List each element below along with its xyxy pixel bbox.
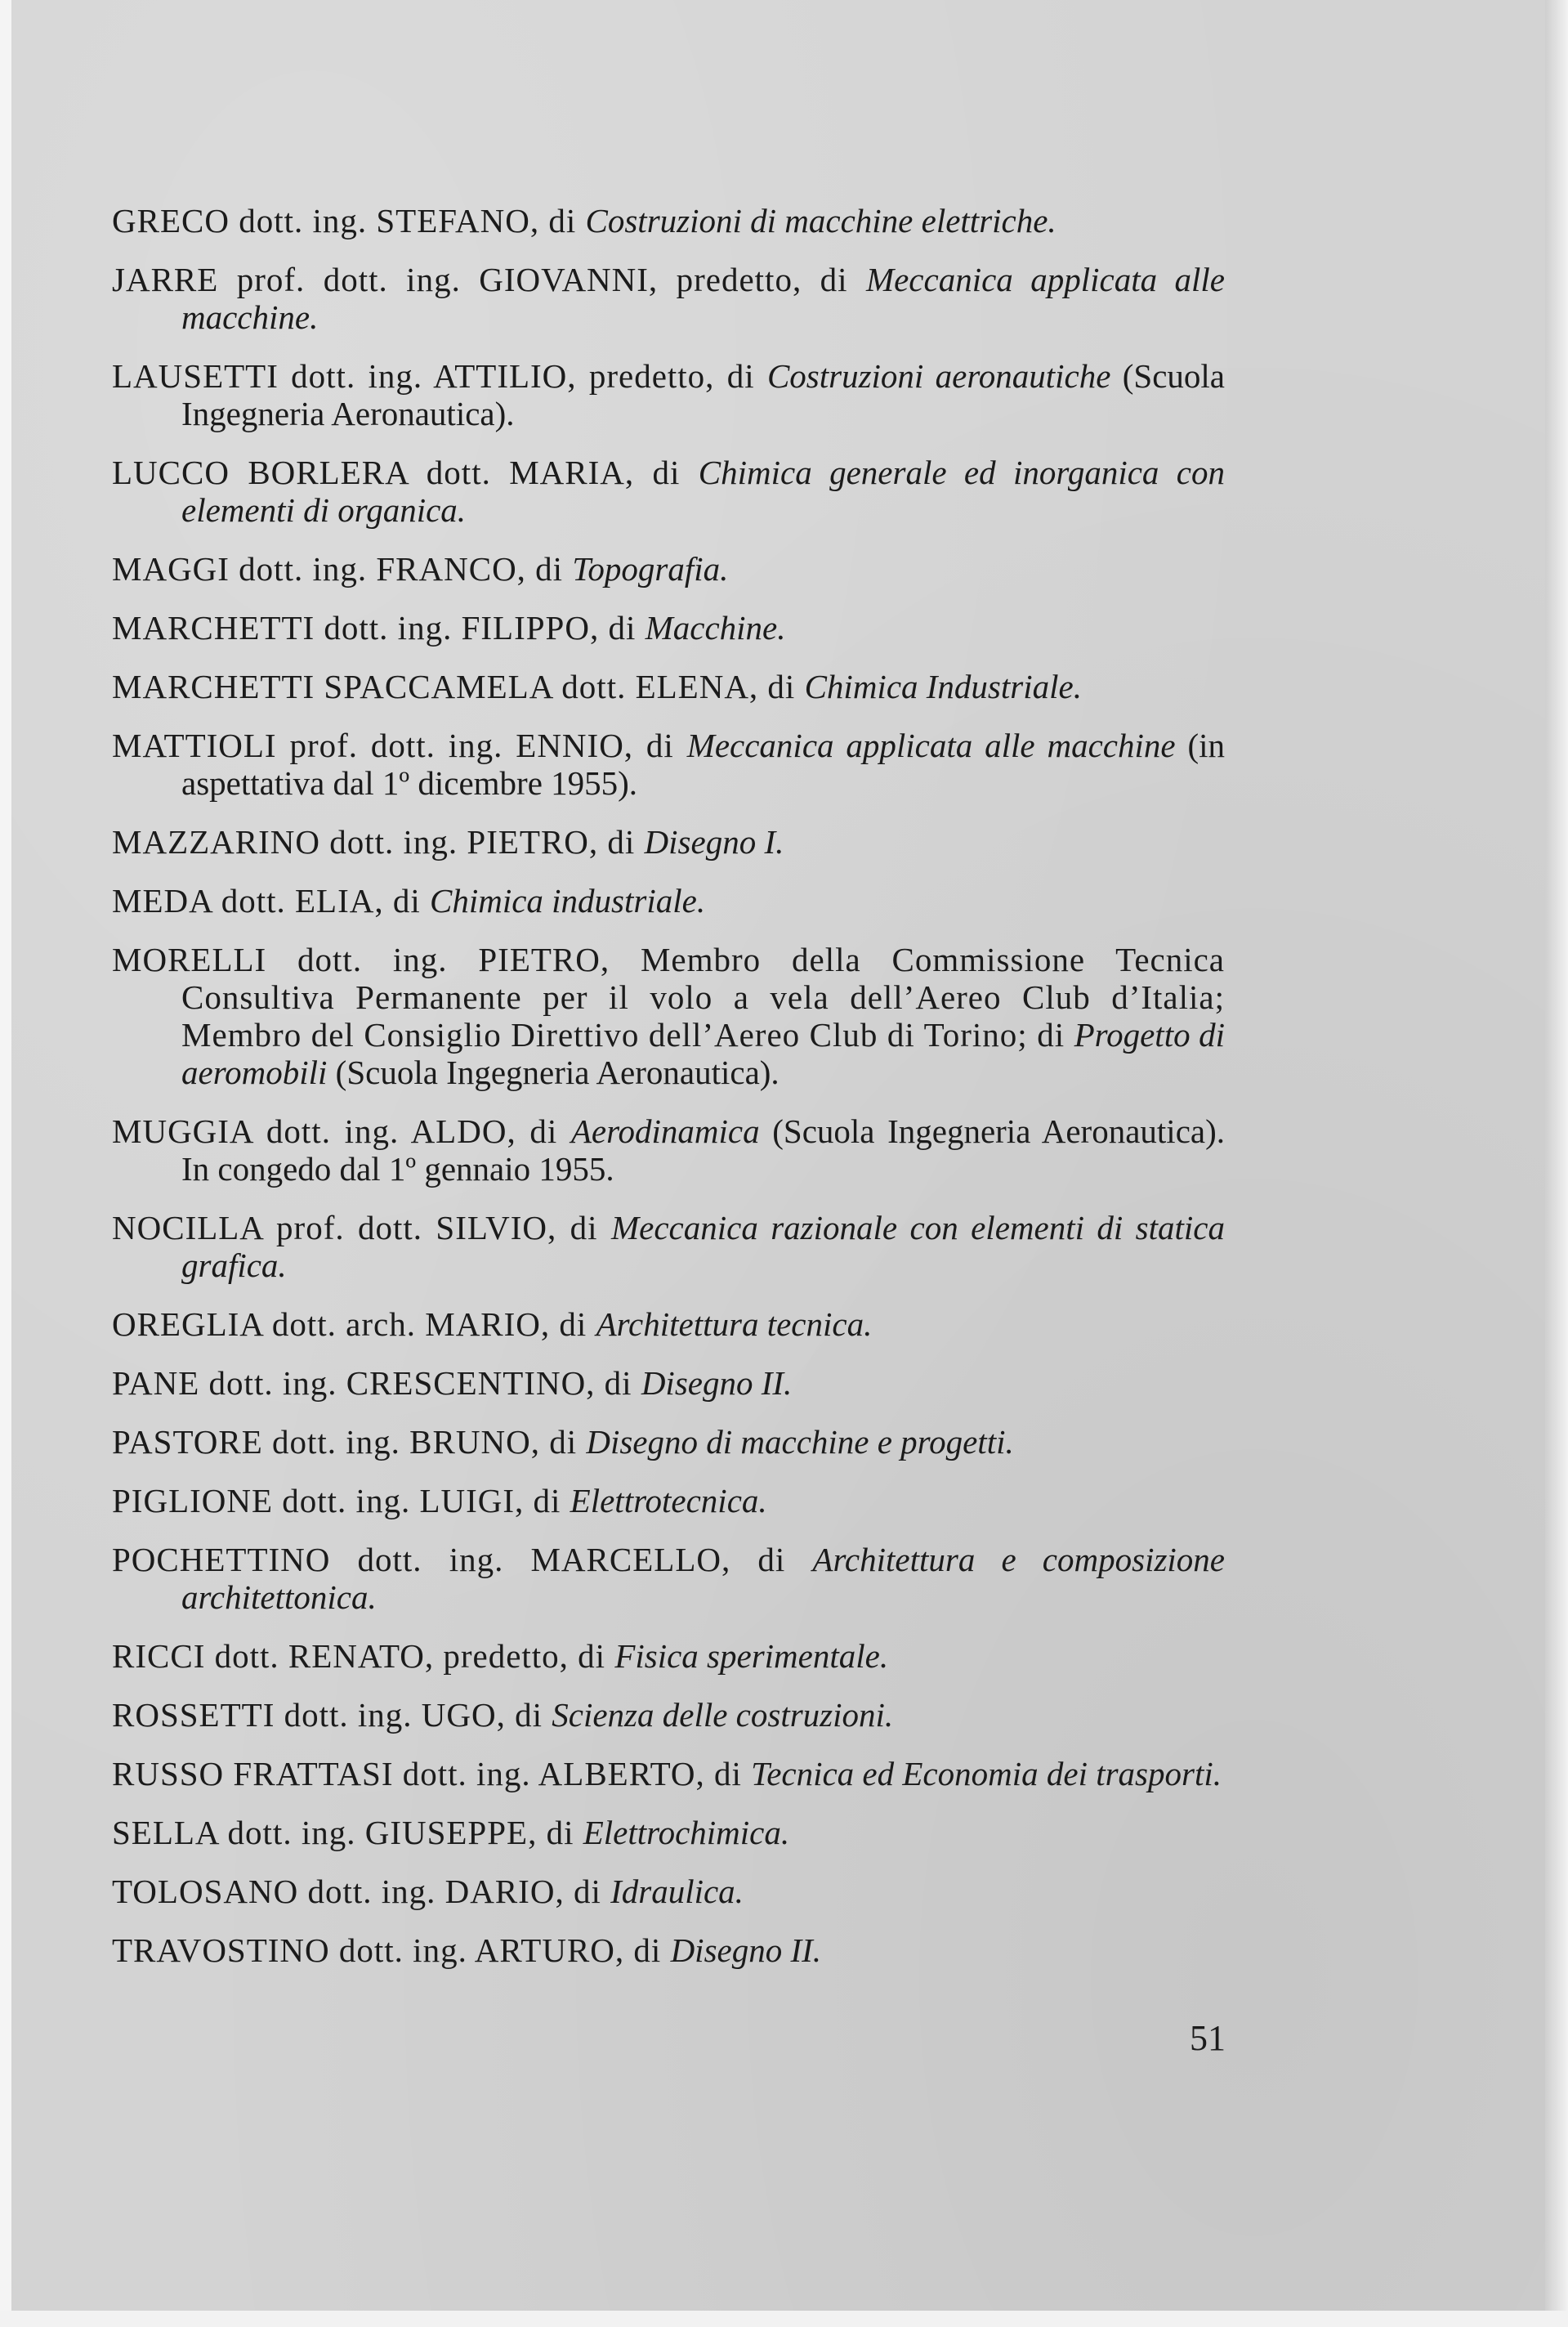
entry-name: MARCHETTI dott. ing. FILIPPO, di — [112, 609, 646, 647]
faculty-entry — [112, 1637, 1225, 1675]
entry-name: PIGLIONE dott. ing. LUIGI, di — [112, 1482, 570, 1519]
entry-subject: Macchine. — [645, 609, 786, 647]
entry-subject: Tecnica ed Economia dei trasporti. — [751, 1755, 1222, 1792]
faculty-entry — [112, 941, 1225, 1091]
entry-subject: Chimica Industriale. — [804, 668, 1082, 705]
entry-name: RUSSO FRATTASI dott. ing. ALBERTO, di — [112, 1755, 752, 1792]
page-number: 51 — [1190, 2018, 1226, 2058]
entry-name: GRECO dott. ing. STEFANO, di — [112, 202, 586, 239]
entry-name: OREGLIA dott. arch. MARIO, di — [112, 1305, 596, 1343]
entry-name: NOCILLA prof. dott. SILVIO, di — [112, 1209, 611, 1246]
entry-name: TRAVOSTINO dott. ing. ARTURO, di — [112, 1931, 671, 1969]
entry-note: (Scuola Ingegneria Aeronautica). — [327, 1054, 780, 1091]
faculty-entry — [112, 823, 1225, 861]
entry-name: LAUSETTI dott. ing. ATTILIO, predetto, di — [112, 357, 767, 395]
entry-subject: Disegno di macchine e progetti. — [586, 1423, 1014, 1461]
faculty-entry — [112, 1814, 1225, 1851]
faculty-entry — [112, 1209, 1225, 1284]
entry-subject: Meccanica applicata alle macchine. — [181, 261, 1226, 336]
faculty-entry — [112, 261, 1225, 336]
entry-name: PASTORE dott. ing. BRUNO, di — [112, 1423, 587, 1461]
entry-subject: Costruzioni aeronautiche — [766, 357, 1111, 395]
entry-subject: Chimica industriale. — [429, 882, 706, 920]
entry-subject: Aerodinamica — [570, 1112, 760, 1150]
entry-name: MAZZARINO dott. ing. PIETRO, di — [112, 823, 645, 861]
faculty-entry — [112, 1364, 1225, 1402]
entry-subject: Architettura e composizione architettonica. — [181, 1541, 1226, 1616]
entry-name: MEDA dott. ELIA, di — [112, 882, 430, 920]
entry-name: TOLOSANO dott. ing. DARIO, di — [112, 1873, 611, 1910]
entry-subject: Chimica generale ed inorganica con elementi di organica. — [181, 454, 1226, 529]
entry-name: MUGGIA dott. ing. ALDO, di — [112, 1112, 571, 1150]
entry-subject: Meccanica razionale con elementi di statica grafica. — [181, 1209, 1225, 1284]
entry-subject: Topografia. — [572, 550, 729, 588]
entry-subject: Fisica sperimentale. — [614, 1637, 889, 1675]
faculty-entry — [112, 1873, 1225, 1910]
faculty-entry — [112, 609, 1225, 647]
entry-subject: Progetto di aeromobili — [181, 1016, 1225, 1091]
scan-right-edge — [1545, 0, 1568, 2327]
faculty-entry — [112, 1541, 1225, 1616]
entry-name: MAGGI dott. ing. FRANCO, di — [112, 550, 573, 588]
entry-note: (Scuola Ingegneria Aeronautica). In congedo dal 1º gennaio 1955. — [181, 1112, 1225, 1188]
faculty-entry — [112, 1482, 1225, 1519]
entry-subject: Disegno I. — [644, 823, 784, 861]
entry-subject: Elettrotecnica. — [570, 1482, 767, 1519]
faculty-entry — [112, 550, 1225, 588]
entry-name: POCHETTINO dott. ing. MARCELLO, di — [112, 1541, 813, 1578]
faculty-entry — [112, 727, 1225, 802]
faculty-entry — [112, 1755, 1225, 1792]
entry-name: LUCCO BORLERA dott. MARIA, di — [112, 454, 699, 491]
entry-subject: Disegno II. — [670, 1931, 822, 1969]
scan-left-edge — [0, 0, 11, 2327]
entry-subject: Elettrochimica. — [583, 1814, 790, 1851]
faculty-entry — [112, 1423, 1225, 1461]
entry-subject: Idraulica. — [610, 1873, 744, 1910]
entry-name: MATTIOLI prof. dott. ing. ENNIO, di — [112, 727, 687, 764]
entry-name: ROSSETTI dott. ing. UGO, di — [112, 1696, 552, 1734]
faculty-entry — [112, 1305, 1225, 1343]
faculty-entry — [112, 454, 1225, 529]
faculty-entry — [112, 357, 1225, 432]
faculty-entry — [112, 1112, 1225, 1188]
entry-name: MORELLI dott. ing. PIETRO, Membro della Commissione Tecnica Consultiva Permanente per il volo a vela dell’Aereo Club d’Italia; Membro del Consiglio Direttivo dell’Aereo Club di Torino; di — [112, 941, 1225, 1054]
faculty-entry — [112, 202, 1225, 239]
entry-name: SELLA dott. ing. GIUSEPPE, di — [112, 1814, 583, 1851]
entry-name: PANE dott. ing. CRESCENTINO, di — [112, 1364, 641, 1402]
scan-bottom-edge — [0, 2311, 1568, 2327]
faculty-entry — [112, 882, 1225, 920]
entry-subject: Costruzioni di macchine elettriche. — [585, 202, 1057, 239]
faculty-entry — [112, 1931, 1225, 1969]
entry-name: MARCHETTI SPACCAMELA dott. ELENA, di — [112, 668, 805, 705]
faculty-entry — [112, 668, 1225, 705]
entry-name: RICCI dott. RENATO, predetto, di — [112, 1637, 615, 1675]
entry-note: (Scuola Ingegneria Aeronautica). — [181, 357, 1225, 432]
entry-subject: Scienza delle costruzioni. — [552, 1696, 894, 1734]
entry-subject: Architettura tecnica. — [596, 1305, 873, 1343]
entry-subject: Meccanica applicata alle macchine — [686, 727, 1176, 764]
faculty-list — [112, 202, 1225, 1990]
entry-subject: Disegno II. — [641, 1364, 793, 1402]
entry-name: JARRE prof. dott. ing. GIOVANNI, predetto, di — [112, 261, 866, 298]
faculty-entry — [112, 1696, 1225, 1734]
entry-note: (in aspettativa dal 1º dicembre 1955). — [181, 727, 1226, 802]
